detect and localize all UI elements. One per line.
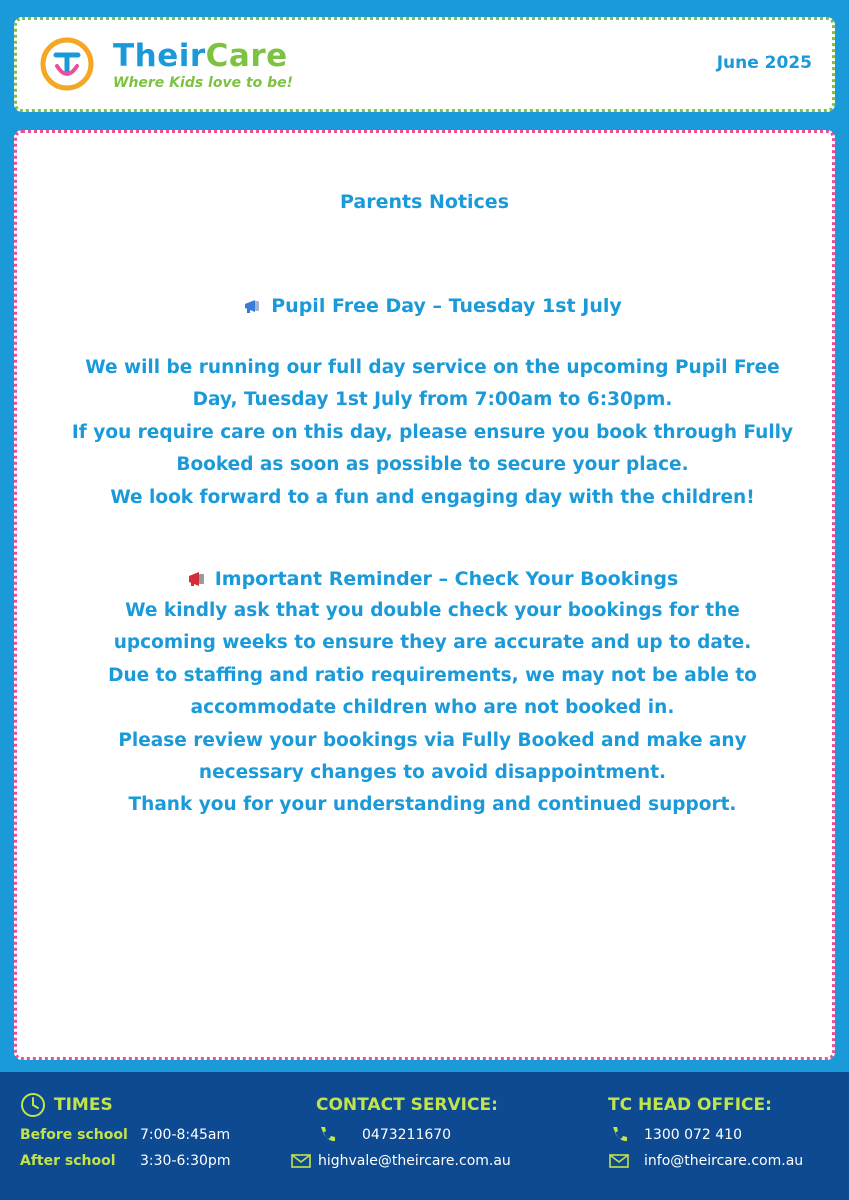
footer-times — [20, 1092, 230, 1172]
loudspeaker-icon — [187, 571, 207, 587]
phone-icon — [608, 1125, 630, 1145]
times-heading-text: TIMES — [54, 1095, 113, 1115]
notice-heading — [47, 563, 818, 595]
times-heading — [20, 1092, 230, 1118]
megaphone-icon — [243, 298, 263, 314]
notice-line: accommodate children who are not booked in. — [190, 697, 675, 719]
notice-line: Thank you for your understanding and continued support. — [128, 794, 737, 816]
notice-line: Please review your bookings via Fully Booked and make any — [118, 729, 747, 751]
brand-name — [113, 38, 293, 74]
notice-line: We will be running our full day service on the upcoming Pupil Free — [85, 357, 780, 378]
phone-icon — [316, 1125, 338, 1145]
email-icon — [608, 1151, 630, 1171]
before-school-value: 7:00-8:45am — [140, 1127, 231, 1143]
notice-pupil-free-day — [47, 290, 818, 514]
contact-email[interactable]: highvale@theircare.com.au — [318, 1153, 511, 1169]
notice-line: necessary changes to avoid disappointment. — [198, 762, 667, 784]
notice-line: upcoming weeks to ensure they are accurate and up to date. — [113, 632, 752, 654]
brand-tagline: Where Kids love to be! — [113, 75, 294, 91]
notice-body — [47, 352, 818, 514]
notice-heading-text: Important Reminder – Check Your Bookings — [214, 568, 679, 590]
after-school-label: After school — [20, 1153, 116, 1169]
clock-icon — [20, 1092, 46, 1118]
notice-line: If you require care on this day, please ensure you book through Fully — [71, 421, 794, 443]
brand-name-part1: Their — [113, 38, 206, 74]
newsletter-date: June 2025 — [716, 53, 812, 73]
notice-line: Day, Tuesday 1st July from 7:00am to 6:30pm. — [192, 389, 673, 411]
times-before-row — [20, 1124, 230, 1146]
footer-contact-service — [290, 1092, 511, 1172]
after-school-value: 3:30-6:30pm — [140, 1153, 231, 1169]
email-icon — [290, 1151, 312, 1171]
head-office-email[interactable]: info@theircare.com.au — [644, 1153, 804, 1169]
before-school-label: Before school — [20, 1127, 128, 1143]
notice-line: Booked as soon as possible to secure your place. — [176, 454, 689, 476]
notice-body — [47, 595, 818, 822]
contact-heading: CONTACT SERVICE: — [316, 1095, 498, 1115]
notice-line: We look forward to a fun and engaging day with the children! — [110, 486, 755, 508]
contact-phone[interactable]: 0473211670 — [362, 1127, 452, 1143]
theircare-logo-icon — [39, 36, 95, 92]
head-office-heading: TC HEAD OFFICE: — [608, 1095, 772, 1115]
notice-booking-reminder — [47, 563, 818, 822]
footer — [0, 1072, 849, 1200]
notice-line: We kindly ask that you double check your bookings for the — [125, 600, 740, 621]
contact-phone-row — [290, 1124, 511, 1146]
footer-head-office — [608, 1092, 803, 1172]
head-office-phone-row — [608, 1124, 803, 1146]
notices-panel — [14, 130, 835, 1060]
contact-email-row — [290, 1150, 511, 1172]
brand — [113, 38, 293, 92]
notice-heading-text: Pupil Free Day – Tuesday 1st July — [271, 295, 622, 317]
head-office-phone[interactable]: 1300 072 410 — [644, 1127, 742, 1143]
brand-name-part2: Care — [205, 38, 288, 74]
head-office-email-row — [608, 1150, 803, 1172]
notice-line: Due to staffing and ratio requirements, we may not be able to — [108, 664, 757, 686]
header — [14, 17, 835, 112]
times-after-row — [20, 1150, 230, 1172]
notice-heading — [47, 290, 818, 322]
page-title: Parents Notices — [339, 191, 510, 213]
